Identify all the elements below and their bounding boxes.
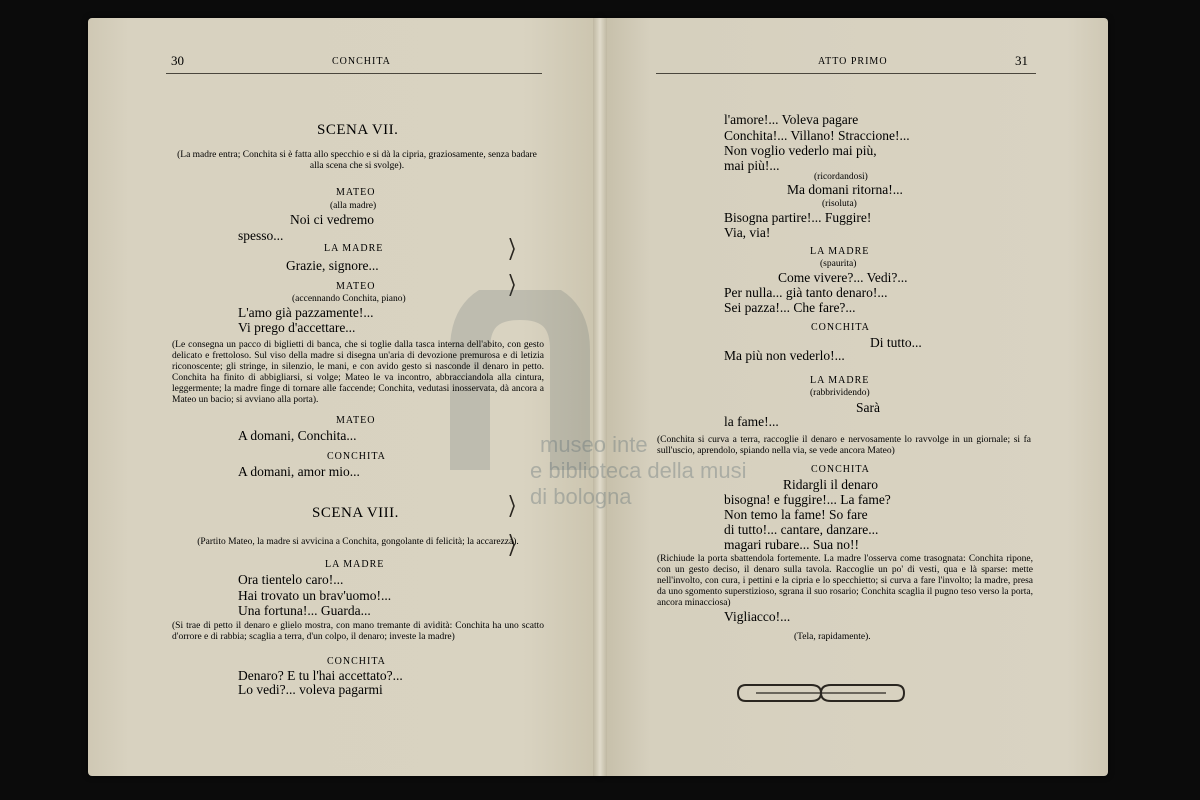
running-head: CONCHITA [332,56,391,67]
verse-line: Conchita!... Villano! Straccione!... [724,128,910,143]
scene-heading: SCENA VII. [317,122,399,138]
header-rule [166,73,542,74]
speaker-name: CONCHITA [811,322,870,333]
parenthetical: (accennando Conchita, piano) [292,294,406,304]
running-head: ATTO PRIMO [818,56,888,67]
verse-line: Una fortuna!... Guarda... [238,603,371,618]
verse-line: bisogna! e fuggire!... La fame? [724,492,891,507]
verse-line: Noi ci vedremo [290,212,374,227]
verse-line: mai più!... [724,158,780,173]
verse-line: Vi prego d'accettare... [238,320,356,335]
verse-line: Di tutto... [870,335,922,350]
verse-line: Sarà [856,400,880,415]
watermark-text: e biblioteca della musi [530,458,747,483]
header-rule [656,73,1036,74]
speaker-name: LA MADRE [810,246,870,257]
speaker-name: CONCHITA [327,656,386,667]
verse-line: A domani, Conchita... [238,428,357,443]
verse-line: Bisogna partire!... Fuggire! [724,210,872,225]
speaker-name: LA MADRE [810,375,870,386]
parenthetical: (spaurita) [820,259,857,269]
binding-stitch [509,238,515,260]
stage-direction: (Tela, rapidamente). [794,632,871,642]
verse-line: Lo vedi?... voleva pagarmi [238,682,383,697]
stage-direction: (La madre entra; Conchita si è fatta allo specchio e si dà la cipria, graziosamente, senza badare alla scena che si svolge). [177,150,537,171]
verse-line: Hai trovato un brav'uomo!... [238,588,392,603]
stage-direction: (Richiude la porta sbattendola fortemente. La madre l'osserva come trasognata: Conchita ripone, con un gesto deciso, il denaro sulla tavola. Raccoglie un po' di vesti, qua e là sparse: mette nell'involto, con cura, i pettini e la cipria e lo specchietto; si curva a fare l'involto; la madre, presa da uno sgomento superstizioso, sgrana il suo rosario; Conchita scaglia il pugno teso verso la porta, ancora minacciosa) [657,554,1033,608]
verse-line: di tutto!... cantare, danzare... [724,522,879,537]
verse-line: Grazie, signore... [286,258,379,273]
speaker-name: MATEO [336,415,376,426]
speaker-name: CONCHITA [327,451,386,462]
scene-heading: SCENA VIII. [312,505,399,521]
speaker-name: LA MADRE [325,559,385,570]
book-spine [593,18,607,776]
speaker-name: LA MADRE [324,243,384,254]
verse-line: magari rubare... Sua no!! [724,537,859,552]
verse-line: Come vivere?... Vedi?... [778,270,908,285]
stage-direction: (Si trae di petto il denaro e glielo mostra, con mano tremante di avidità: Conchita ha uno scatto d'orrore e di rabbia; scaglia a terra, d'un colpo, il denaro; investe la madre) [172,621,544,642]
stage-direction: (Conchita si curva a terra, raccoglie il denaro e nervosamente lo ravvolge in un giornale; si fa sull'uscio, aprendolo, spiando nella via, se vede ancora Mateo) [657,435,1031,456]
stage-direction: (Partito Mateo, la madre si avvicina a Conchita, gongolante di felicità; la accarezza). [197,537,519,547]
verse-line: Ma più non vederlo!... [724,348,845,363]
binding-stitch [509,495,515,517]
verse-line: Vigliacco!... [724,609,791,624]
verse-line: Per nulla... già tanto denaro!... [724,285,888,300]
parenthetical: (ricordandosi) [814,172,868,182]
verse-line: L'amo già pazzamente!... [238,305,374,320]
verse-line: Ma domani ritorna!... [787,182,903,197]
verse-line: Sei pazza!... Che fare?... [724,300,856,315]
watermark-text: museo inte [540,432,648,457]
watermark-text: di bologna [530,484,632,509]
speaker-name: MATEO [336,187,376,198]
verse-line: la fame!... [724,414,779,429]
page-number: 30 [171,53,184,68]
verse-line: Ridargli il denaro [783,477,878,492]
verse-line: Non temo la fame! So fare [724,507,868,522]
verse-line: l'amore!... Voleva pagare [724,112,859,127]
parenthetical: (risoluta) [822,199,857,209]
speaker-name: MATEO [336,281,376,292]
parenthetical: (rabbrividendo) [810,388,870,398]
verse-line: Non voglio vederlo mai più, [724,143,877,158]
end-ornament [736,682,906,704]
verse-line: Ora tientelo caro!... [238,572,344,587]
stage-direction: (Le consegna un pacco di biglietti di banca, che si toglie dalla tasca interna dell'abito, con gesto delicato e frettoloso. Sul viso della madre si disegna un'aria di devozione premurosa e di letizia riconoscente; gli stringe, in silenzio, le mani, e con avido gesto si nasconde il denaro in petto. Conchita ha finito di abbigliarsi, si volge; Mateo le va incontro, abbracciandola alla cintura, leggermente; la madre finge di tornare alle faccende; Conchita, vedutasi inosservata, dà ancora a Mateo un bacio; si avviano alla porta). [172,340,544,405]
binding-stitch [509,274,515,296]
parenthetical: (alla madre) [330,201,377,211]
verse-line: Via, via! [724,225,771,240]
verse-line: A domani, amor mio... [238,464,360,479]
verse-line: Denaro? E tu l'hai accettato?... [238,668,403,683]
page-number: 31 [1015,53,1028,68]
speaker-name: CONCHITA [811,464,870,475]
verse-line: spesso... [238,228,284,243]
